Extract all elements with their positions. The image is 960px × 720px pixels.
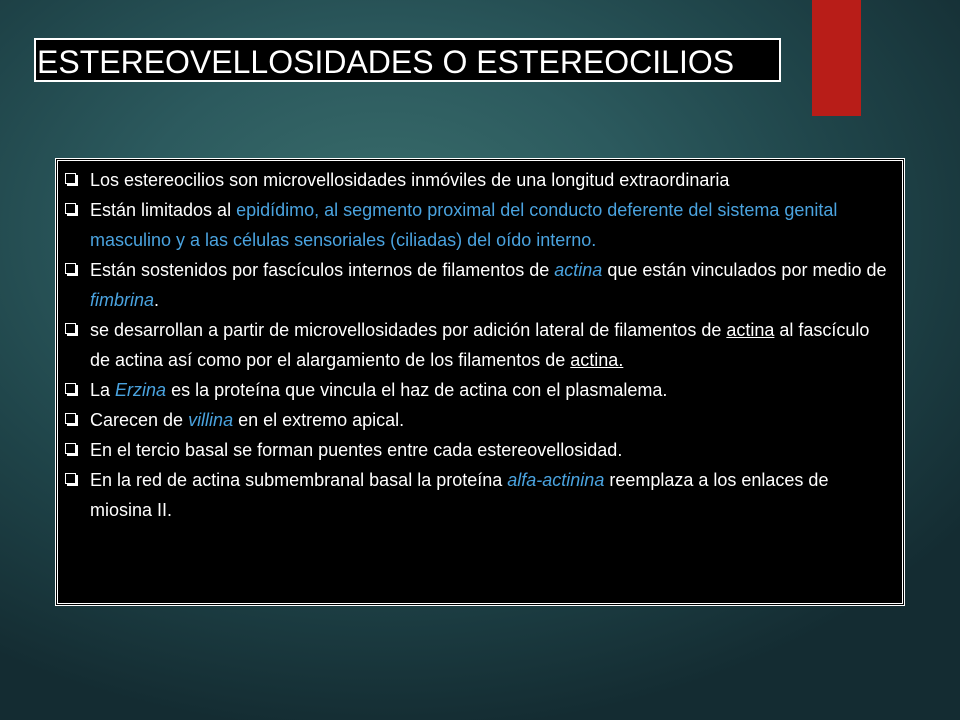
hollow-square-bullet-icon — [65, 323, 76, 334]
bullet-text: En el tercio basal se forman puentes entre cada estereovellosidad. — [90, 440, 623, 460]
bullet-text: reemplaza a los enlaces de miosina II. — [90, 470, 829, 520]
highlighted-term: actina — [554, 260, 603, 280]
bullet-item-5 — [64, 375, 892, 405]
bullet-item-3 — [64, 255, 892, 315]
bullet-text: Están limitados al — [90, 200, 237, 220]
bullet-item-7 — [64, 435, 892, 465]
bullet-item-2 — [64, 195, 892, 255]
bullet-text: en el extremo apical. — [233, 410, 405, 430]
hollow-square-bullet-icon — [65, 173, 76, 184]
highlighted-term: Erzina — [115, 380, 167, 400]
bullet-item-4 — [64, 315, 892, 375]
underlined-term: actina. — [570, 350, 624, 370]
highlighted-term: epidídimo, al segmento proximal del conducto deferente del sistema genital masculino y a las células sensoriales (ciliadas) del oído interno. — [90, 200, 838, 250]
underlined-term: actina — [726, 320, 775, 340]
bullet-text: Los estereocilios son microvellosidades inmóviles de una longitud extraordinaria — [90, 170, 730, 190]
hollow-square-bullet-icon — [65, 203, 76, 214]
content-box — [55, 158, 905, 606]
bullet-text: se desarrollan a partir de microvellosidades por adición lateral de filamentos de — [90, 320, 727, 340]
hollow-square-bullet-icon — [65, 263, 76, 274]
red-accent-bar — [812, 0, 861, 116]
bullet-text: al fascículo de actina así como por el alargamiento de los filamentos de — [90, 320, 870, 370]
bullet-item-1 — [64, 165, 892, 195]
bullet-text: En la red de actina submembranal basal la proteína — [90, 470, 508, 490]
slide-title: ESTEREOVELLOSIDADES O ESTEREOCILIOS — [34, 38, 781, 82]
bullet-text: . — [154, 290, 160, 310]
hollow-square-bullet-icon — [65, 443, 76, 454]
bullet-text: que están vinculados por medio de — [602, 260, 887, 280]
bullet-text: Están sostenidos por fascículos internos de filamentos de — [90, 260, 555, 280]
hollow-square-bullet-icon — [65, 473, 76, 484]
highlighted-term: alfa-actinina — [507, 470, 605, 490]
bullet-item-8 — [64, 465, 892, 525]
bullet-text: La — [90, 380, 116, 400]
bullet-text: Carecen de — [90, 410, 189, 430]
highlighted-term: villina — [188, 410, 234, 430]
highlighted-term: fimbrina — [90, 290, 155, 310]
hollow-square-bullet-icon — [65, 383, 76, 394]
bullet-text: es la proteína que vincula el haz de actina con el plasmalema. — [166, 380, 668, 400]
bullet-list — [64, 165, 892, 525]
bullet-item-6 — [64, 405, 892, 435]
hollow-square-bullet-icon — [65, 413, 76, 424]
